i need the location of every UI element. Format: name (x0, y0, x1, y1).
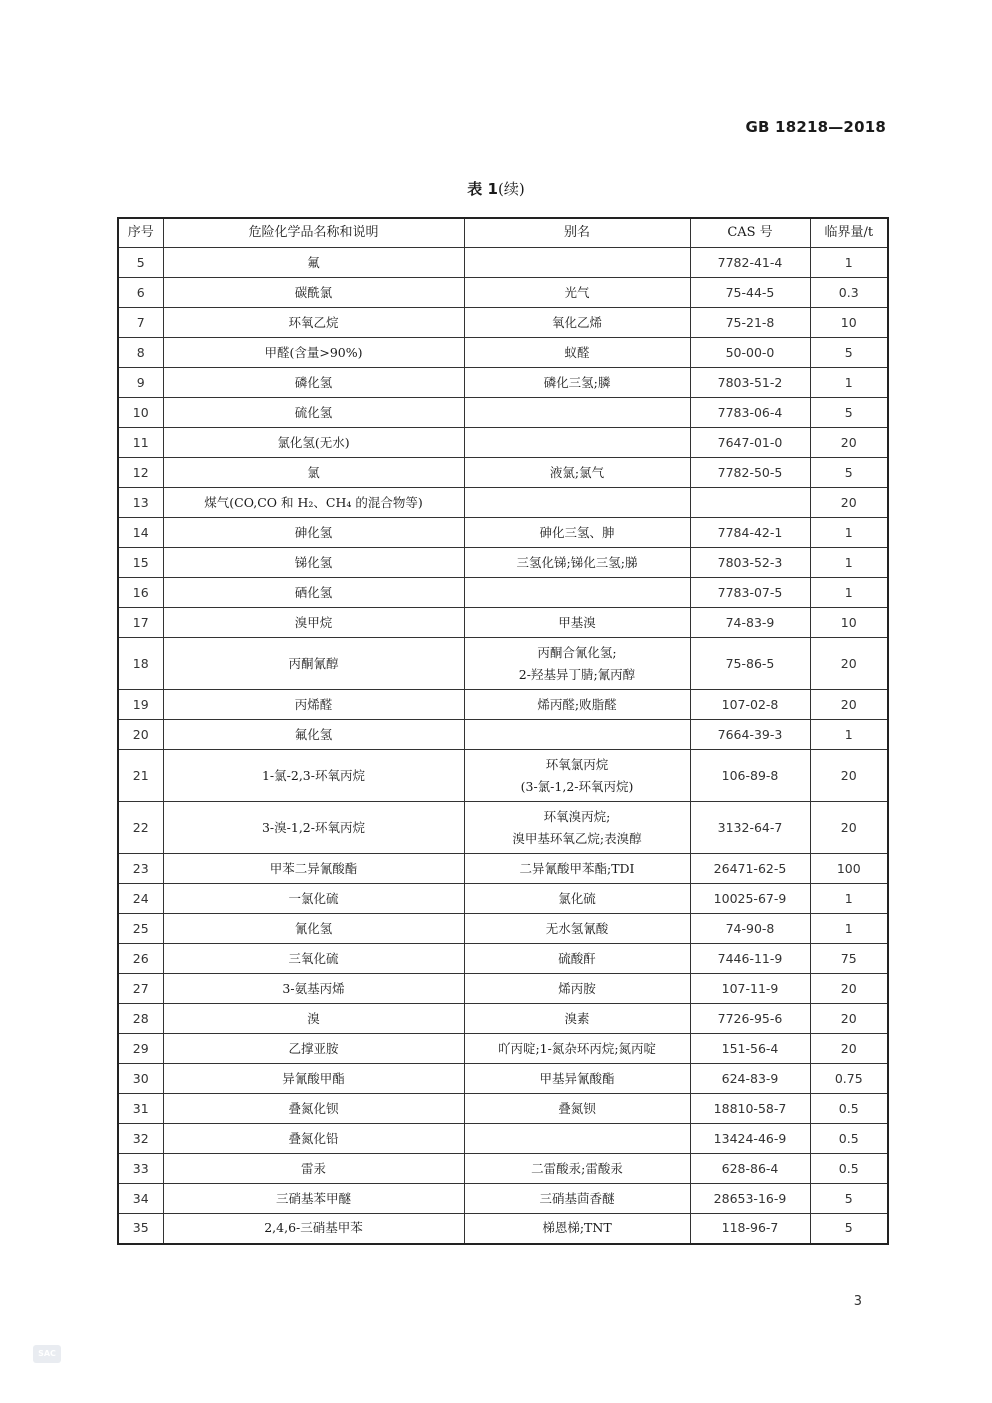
cell-no: 32 (118, 1124, 163, 1154)
cell-threshold: 20 (810, 974, 888, 1004)
cell-alias: 蚁醛 (464, 338, 690, 368)
cell-no: 11 (118, 428, 163, 458)
cell-alias: 砷化三氢、胂 (464, 518, 690, 548)
cell-cas-number: 7664-39-3 (690, 720, 810, 750)
table-row (118, 720, 888, 750)
cell-cas-number: 7803-51-2 (690, 368, 810, 398)
cell-alias: 溴素 (464, 1004, 690, 1034)
cell-no: 23 (118, 854, 163, 884)
cell-chemical-name: 雷汞 (163, 1154, 464, 1184)
cell-threshold: 0.75 (810, 1064, 888, 1094)
cell-alias: 梯恩梯;TNT (464, 1214, 690, 1244)
cell-threshold: 5 (810, 458, 888, 488)
cell-no: 14 (118, 518, 163, 548)
table-row (118, 884, 888, 914)
cell-no: 10 (118, 398, 163, 428)
cell-threshold: 20 (810, 1034, 888, 1064)
table-row (118, 338, 888, 368)
cell-no: 9 (118, 368, 163, 398)
table-row (118, 1154, 888, 1184)
cell-no: 28 (118, 1004, 163, 1034)
table-row (118, 248, 888, 278)
cell-cas-number: 107-11-9 (690, 974, 810, 1004)
cell-threshold: 100 (810, 854, 888, 884)
column-header-cas: CAS 号 (690, 218, 810, 248)
cell-cas-number: 7782-50-5 (690, 458, 810, 488)
cell-alias: 磷化三氢;膦 (464, 368, 690, 398)
cell-chemical-name: 异氰酸甲酯 (163, 1064, 464, 1094)
cell-alias: 吖丙啶;1-氮杂环丙烷;氮丙啶 (464, 1034, 690, 1064)
cell-no: 16 (118, 578, 163, 608)
cell-threshold: 1 (810, 884, 888, 914)
column-header-threshold: 临界量/t (810, 218, 888, 248)
cell-cas-number: 75-86-5 (690, 638, 810, 690)
cell-threshold: 1 (810, 368, 888, 398)
cell-no: 33 (118, 1154, 163, 1184)
cell-chemical-name: 3-氨基丙烯 (163, 974, 464, 1004)
cell-cas-number: 628-86-4 (690, 1154, 810, 1184)
table-row (118, 750, 888, 802)
cell-chemical-name: 甲醛(含量>90%) (163, 338, 464, 368)
cell-no: 5 (118, 248, 163, 278)
cell-alias: 氧化乙烯 (464, 308, 690, 338)
watermark-logo: SAC (33, 1345, 61, 1363)
cell-cas-number: 7784-42-1 (690, 518, 810, 548)
cell-threshold: 5 (810, 398, 888, 428)
cell-threshold: 5 (810, 1184, 888, 1214)
cell-threshold: 0.5 (810, 1154, 888, 1184)
table-row (118, 398, 888, 428)
cell-no: 12 (118, 458, 163, 488)
cell-no: 19 (118, 690, 163, 720)
table-header-row (118, 218, 888, 248)
cell-alias: 液氯;氯气 (464, 458, 690, 488)
alias-line-1: 环氧氯丙烷 (545, 756, 609, 772)
cell-threshold: 1 (810, 720, 888, 750)
cell-alias: 二异氰酸甲苯酯;TDI (464, 854, 690, 884)
cell-alias: 光气 (464, 278, 690, 308)
table-row (118, 458, 888, 488)
cell-threshold: 5 (810, 1214, 888, 1244)
cell-cas-number: 74-90-8 (690, 914, 810, 944)
cell-no: 35 (118, 1214, 163, 1244)
cell-alias: 三硝基茴香醚 (464, 1184, 690, 1214)
table-row (118, 1064, 888, 1094)
table-row (118, 488, 888, 518)
cell-cas-number: 10025-67-9 (690, 884, 810, 914)
table-row (118, 1214, 888, 1244)
cell-alias: 烯丙胺 (464, 974, 690, 1004)
cell-no: 21 (118, 750, 163, 802)
table-title-label: 表 1 (467, 180, 498, 198)
cell-no: 18 (118, 638, 163, 690)
cell-alias: 硫酸酐 (464, 944, 690, 974)
cell-threshold: 0.5 (810, 1094, 888, 1124)
cell-no: 24 (118, 884, 163, 914)
column-header-name: 危险化学品名称和说明 (163, 218, 464, 248)
table-row (118, 914, 888, 944)
cell-cas-number: 7783-07-5 (690, 578, 810, 608)
cell-threshold: 5 (810, 338, 888, 368)
cell-alias: 甲基溴 (464, 608, 690, 638)
cell-alias (464, 1124, 690, 1154)
cell-chemical-name: 氟化氢 (163, 720, 464, 750)
cell-chemical-name: 甲苯二异氰酸酯 (163, 854, 464, 884)
cell-cas-number: 7782-41-4 (690, 248, 810, 278)
cell-alias: 无水氢氰酸 (464, 914, 690, 944)
cell-cas-number: 7647-01-0 (690, 428, 810, 458)
cell-threshold: 20 (810, 802, 888, 854)
table-row (118, 1124, 888, 1154)
cell-cas-number: 151-56-4 (690, 1034, 810, 1064)
cell-alias: 三氢化锑;锑化三氢;䏲 (464, 548, 690, 578)
cell-chemical-name: 3-溴-1,2-环氧丙烷 (163, 802, 464, 854)
cell-chemical-name: 碳酰氯 (163, 278, 464, 308)
cell-cas-number: 13424-46-9 (690, 1124, 810, 1154)
table-row (118, 1094, 888, 1124)
cell-cas-number: 75-21-8 (690, 308, 810, 338)
cell-threshold: 1 (810, 578, 888, 608)
cell-cas-number: 18810-58-7 (690, 1094, 810, 1124)
cell-cas-number: 624-83-9 (690, 1064, 810, 1094)
cell-alias (464, 428, 690, 458)
cell-chemical-name: 氯 (163, 458, 464, 488)
cell-no: 22 (118, 802, 163, 854)
cell-cas-number (690, 488, 810, 518)
cell-no: 8 (118, 338, 163, 368)
standard-code: GB 18218—2018 (745, 118, 886, 136)
table-row (118, 578, 888, 608)
cell-chemical-name: 砷化氢 (163, 518, 464, 548)
table-row (118, 854, 888, 884)
cell-alias (464, 802, 690, 854)
alias-line-1: 环氧溴丙烷; (543, 808, 611, 824)
cell-threshold: 1 (810, 914, 888, 944)
cell-alias: 叠氮钡 (464, 1094, 690, 1124)
cell-threshold: 20 (810, 690, 888, 720)
cell-no: 25 (118, 914, 163, 944)
cell-no: 27 (118, 974, 163, 1004)
column-header-alias: 别名 (464, 218, 690, 248)
cell-chemical-name: 溴甲烷 (163, 608, 464, 638)
cell-no: 34 (118, 1184, 163, 1214)
alias-line-2: 溴甲基环氧乙烷;表溴醇 (512, 830, 642, 846)
table-row (118, 1184, 888, 1214)
cell-cas-number: 3132-64-7 (690, 802, 810, 854)
cell-chemical-name: 硫化氢 (163, 398, 464, 428)
cell-cas-number: 7803-52-3 (690, 548, 810, 578)
cell-threshold: 75 (810, 944, 888, 974)
table-row (118, 638, 888, 690)
cell-no: 30 (118, 1064, 163, 1094)
cell-alias (464, 248, 690, 278)
cell-threshold: 1 (810, 548, 888, 578)
column-header-no: 序号 (118, 218, 163, 248)
cell-alias (464, 638, 690, 690)
cell-threshold: 1 (810, 248, 888, 278)
table-row (118, 368, 888, 398)
cell-alias: 甲基异氰酸酯 (464, 1064, 690, 1094)
cell-no: 15 (118, 548, 163, 578)
table-row (118, 608, 888, 638)
hazardous-chemicals-table (117, 217, 889, 1245)
cell-chemical-name: 氰化氢 (163, 914, 464, 944)
cell-chemical-name: 三氧化硫 (163, 944, 464, 974)
cell-alias: 氯化硫 (464, 884, 690, 914)
table-row (118, 974, 888, 1004)
cell-alias (464, 488, 690, 518)
cell-chemical-name: 2,4,6-三硝基甲苯 (163, 1214, 464, 1244)
cell-alias (464, 578, 690, 608)
cell-threshold: 0.3 (810, 278, 888, 308)
cell-threshold: 10 (810, 608, 888, 638)
cell-alias (464, 720, 690, 750)
cell-no: 20 (118, 720, 163, 750)
cell-cas-number: 50-00-0 (690, 338, 810, 368)
alias-line-1: 丙酮合氰化氢; (537, 644, 617, 660)
cell-chemical-name: 丙烯醛 (163, 690, 464, 720)
cell-threshold: 10 (810, 308, 888, 338)
cell-alias: 烯丙醛;败脂醛 (464, 690, 690, 720)
cell-chemical-name: 磷化氢 (163, 368, 464, 398)
cell-no: 13 (118, 488, 163, 518)
table-title-suffix: (续) (497, 180, 525, 198)
table-row (118, 690, 888, 720)
cell-chemical-name: 叠氮化钡 (163, 1094, 464, 1124)
cell-cas-number: 74-83-9 (690, 608, 810, 638)
cell-threshold: 0.5 (810, 1124, 888, 1154)
alias-line-2: 2-羟基异丁腈;氰丙醇 (518, 666, 636, 682)
table-row (118, 944, 888, 974)
cell-no: 26 (118, 944, 163, 974)
cell-cas-number: 7783-06-4 (690, 398, 810, 428)
table-body (118, 248, 888, 1244)
cell-alias (464, 398, 690, 428)
cell-chemical-name: 环氧乙烷 (163, 308, 464, 338)
table-row (118, 1004, 888, 1034)
cell-alias (464, 750, 690, 802)
table-row (118, 428, 888, 458)
cell-chemical-name: 氯化氢(无水) (163, 428, 464, 458)
cell-chemical-name: 丙酮氰醇 (163, 638, 464, 690)
table-row (118, 1034, 888, 1064)
table-title (0, 178, 992, 199)
cell-chemical-name: 溴 (163, 1004, 464, 1034)
cell-alias: 二雷酸汞;雷酸汞 (464, 1154, 690, 1184)
cell-cas-number: 26471-62-5 (690, 854, 810, 884)
cell-no: 6 (118, 278, 163, 308)
cell-chemical-name: 硒化氢 (163, 578, 464, 608)
cell-chemical-name: 一氯化硫 (163, 884, 464, 914)
cell-cas-number: 7726-95-6 (690, 1004, 810, 1034)
table-row (118, 278, 888, 308)
cell-threshold: 20 (810, 750, 888, 802)
cell-chemical-name: 三硝基苯甲醚 (163, 1184, 464, 1214)
page-number: 3 (853, 1294, 862, 1309)
cell-chemical-name: 乙撑亚胺 (163, 1034, 464, 1064)
cell-chemical-name: 叠氮化铅 (163, 1124, 464, 1154)
cell-threshold: 20 (810, 488, 888, 518)
alias-line-2: (3-氯-1,2-环氧丙烷) (520, 778, 634, 794)
table-row (118, 548, 888, 578)
cell-chemical-name: 煤气(CO,CO 和 H₂、CH₄ 的混合物等) (163, 488, 464, 518)
cell-threshold: 20 (810, 638, 888, 690)
cell-no: 17 (118, 608, 163, 638)
cell-cas-number: 107-02-8 (690, 690, 810, 720)
cell-chemical-name: 锑化氢 (163, 548, 464, 578)
table-row (118, 308, 888, 338)
cell-chemical-name: 氟 (163, 248, 464, 278)
cell-threshold: 1 (810, 518, 888, 548)
cell-cas-number: 75-44-5 (690, 278, 810, 308)
table-row (118, 802, 888, 854)
cell-cas-number: 118-96-7 (690, 1214, 810, 1244)
cell-cas-number: 7446-11-9 (690, 944, 810, 974)
cell-no: 29 (118, 1034, 163, 1064)
cell-no: 7 (118, 308, 163, 338)
cell-cas-number: 28653-16-9 (690, 1184, 810, 1214)
cell-threshold: 20 (810, 428, 888, 458)
cell-cas-number: 106-89-8 (690, 750, 810, 802)
cell-no: 31 (118, 1094, 163, 1124)
cell-threshold: 20 (810, 1004, 888, 1034)
cell-chemical-name: 1-氯-2,3-环氧丙烷 (163, 750, 464, 802)
table-row (118, 518, 888, 548)
